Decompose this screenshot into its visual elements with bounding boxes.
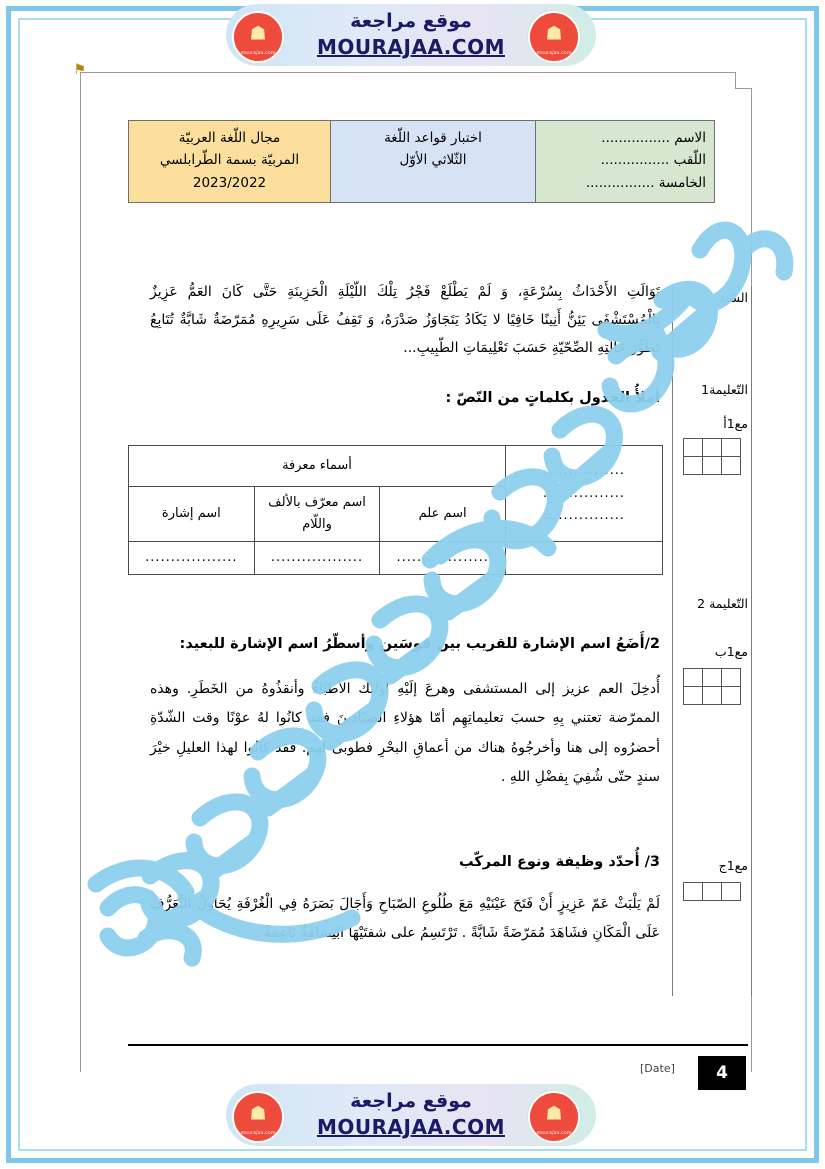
rubric-label-task2: التّعليمة 2 xyxy=(697,596,748,611)
table-row xyxy=(684,687,741,705)
rubric-grid-crit1a xyxy=(683,438,741,475)
rubric-cell[interactable] xyxy=(684,687,703,705)
rubric-cell[interactable] xyxy=(722,669,741,687)
rubric-column xyxy=(672,286,752,996)
question-2-prompt: 2/أَضَعُ اسم الإشارة للقريب بين قوسَين وأسطّرُ اسم الإشارة للبعيد: xyxy=(179,636,660,652)
rubric-label-crit1c: مع1ج xyxy=(718,858,748,873)
rubric-label-sanad: السّند xyxy=(719,290,748,305)
subheader-proper-noun: اسم علم xyxy=(380,487,506,542)
subheader-demonstrative: اسم إشارة xyxy=(129,487,255,542)
subject-line1: مجال اللّغة العربيّة xyxy=(178,130,281,146)
rubric-cell[interactable] xyxy=(703,439,722,457)
answer-proper-noun[interactable]: .................. xyxy=(380,542,506,575)
rubric-grid-crit1c xyxy=(683,882,741,901)
subject-line2: المربيّة بسمة الطّرابلسي xyxy=(159,152,300,169)
grammar-answer-table xyxy=(128,445,663,575)
rubric-cell[interactable] xyxy=(703,457,722,475)
table-row xyxy=(129,446,663,487)
rubric-label-crit1b: مع1ب xyxy=(714,644,748,659)
rubric-cell[interactable] xyxy=(703,669,722,687)
brand-badge-left-icon xyxy=(232,1091,284,1143)
brand-badge-glyph: ☗ xyxy=(545,1102,563,1125)
rubric-grid-crit1b xyxy=(683,668,741,705)
brand-title-ar: موقع مراجعة xyxy=(350,10,472,32)
rubric-cell[interactable] xyxy=(684,457,703,475)
brand-badge-glyph: ☗ xyxy=(249,1102,267,1125)
exam-info-table xyxy=(128,120,715,203)
rubric-cell[interactable] xyxy=(722,457,741,475)
subject-cell xyxy=(129,121,331,203)
table-row xyxy=(684,439,741,457)
subheader-al-definite: اسم معرّف بالألف واللّام xyxy=(254,487,380,542)
indefinite-dots-3: ................ xyxy=(542,507,626,523)
exam-title-cell xyxy=(331,121,536,203)
brand-badge-caption: mourajaa.com xyxy=(240,51,276,56)
brand-url: MOURAJAA.COM xyxy=(317,35,505,59)
brand-url: MOURAJAA.COM xyxy=(317,1115,505,1139)
rubric-cell[interactable] xyxy=(703,687,722,705)
table-row xyxy=(684,669,741,687)
brand-badge-glyph: ☗ xyxy=(249,22,267,45)
question-3-prompt: 3/ أُحدّد وظيفة ونوع المركّب xyxy=(458,854,660,870)
student-class-line: الخامسة ................ xyxy=(585,174,706,191)
question-2-text: أُدخِلَ العم عزيز إلى المستشفى وهرعَ إلَيْهِ أولئك الأطبّاءُ وأنقذُوهُ من الخَطَرِ. وهذه الممرّضة تعتني بِهِ حسبَ تعليماتِهِم أمّا هؤلاءِ الصيّادينَ فقد كانُوا لهُ عوْنًا وقت الشّدّةِ أحضرُوه إلى هنا وأخرجُوهُ هناك من أعماقِ البحْرِ فطوبى لهم. فقد كانُوا لهذا العليلِ خيْرَ سندٍ حتّى شُفِيَ بِفضْلِ اللهِ . xyxy=(150,681,660,786)
table-row xyxy=(684,457,741,475)
brand-badge-caption: mourajaa.com xyxy=(536,51,572,56)
document-frame-corner xyxy=(735,72,752,89)
indefinite-answer-row[interactable] xyxy=(506,542,663,575)
student-name-line: الاسم ................ xyxy=(601,130,706,146)
page-number-badge: 4 xyxy=(698,1056,746,1090)
rubric-label-crit1a: مع1أ xyxy=(723,416,748,431)
answer-demonstrative[interactable]: .................. xyxy=(129,542,255,575)
table-row xyxy=(684,883,741,901)
rubric-cell[interactable] xyxy=(684,883,703,901)
brand-title-ar: موقع مراجعة xyxy=(350,1090,472,1112)
brand-badge-right-icon xyxy=(528,11,580,63)
table-row xyxy=(129,121,715,203)
subject-year: 2023/2022 xyxy=(192,174,267,191)
answer-al-definite[interactable]: .................. xyxy=(254,542,380,575)
rubric-cell[interactable] xyxy=(722,687,741,705)
indefinite-answers-cell[interactable] xyxy=(506,446,663,542)
indefinite-dots-1: ................ xyxy=(542,463,626,479)
question-3-text: لَمْ يَلْبَثْ عَمّ عَزِيزٍ أَنْ فَتَحَ عَيْنَيْهِ مَعَ طُلُوعِ الصّبَاحِ وَأَجَالَ بَصَرَهُ فِي الْغُرْفَةِ يُحَاوِلُ التَّعَرُّفَ عَلَى الْمَكَانِ فشَاهَدَ مُمَرّضَةً شَابَّةً . تَرْتَسِمُ على شفتَيْهَا ابْتِسَامَةٌ نَاعِمَةٌ . xyxy=(150,896,660,942)
brand-badge-right-icon xyxy=(528,1091,580,1143)
student-info-cell xyxy=(536,121,715,203)
rubric-cell[interactable] xyxy=(684,669,703,687)
brand-badge-glyph: ☗ xyxy=(545,22,563,45)
rubric-cell[interactable] xyxy=(722,883,741,901)
rubric-cell[interactable] xyxy=(722,439,741,457)
brand-badge-caption: mourajaa.com xyxy=(240,1131,276,1136)
rubric-cell[interactable] xyxy=(703,883,722,901)
reading-passage: تَوَالَتِ الأَحْدَاثُ بِسُرْعَةٍ، وَ لَمْ يَطْلَعْ فَجْرُ تِلْكَ اللّيْلَةِ الْحَزِينَةِ حَتَّى كَانَ العَمُّ عَزِيزٌ بِالْمُسْتَشْفَى يَئِنُّ أَنِينًا خَافِيًا لا يَكَادُ يَتَجَاوَزُ صَدْرَهُ، وَ تَقِفُ عَلَى سَرِيرِهِ مُمَرّضَةٌ شَابَّةٌ تُتَابِعُ تَطَوُّرَ حَالَتِهِ الصِّحّيّةِ حَسَبَ تَعْلِيمَاتِ الطّبِيبِ... xyxy=(150,284,660,356)
footer-date: [Date] xyxy=(640,1062,675,1075)
footer-divider xyxy=(128,1044,748,1046)
rubric-cell[interactable] xyxy=(684,439,703,457)
rubric-label-task1: التّعليمة1 xyxy=(701,382,748,397)
table-row xyxy=(129,542,663,575)
indefinite-dots-2: ................ xyxy=(542,485,626,501)
definite-header: أسماء معرفة xyxy=(129,446,506,487)
corner-emblem-icon: ⚑ xyxy=(73,62,86,78)
question-1-prompt: أملأُ الجدول بكلماتٍ من النّصّ : xyxy=(445,390,660,406)
student-surname-line: اللّقب ................ xyxy=(600,152,706,169)
brand-badge-left-icon xyxy=(232,11,284,63)
exam-title-line2: الثّلاثي الأوّل xyxy=(399,152,467,169)
brand-badge-caption: mourajaa.com xyxy=(536,1131,572,1136)
exam-title-line1: اختبار قواعد اللّغة xyxy=(384,130,482,146)
